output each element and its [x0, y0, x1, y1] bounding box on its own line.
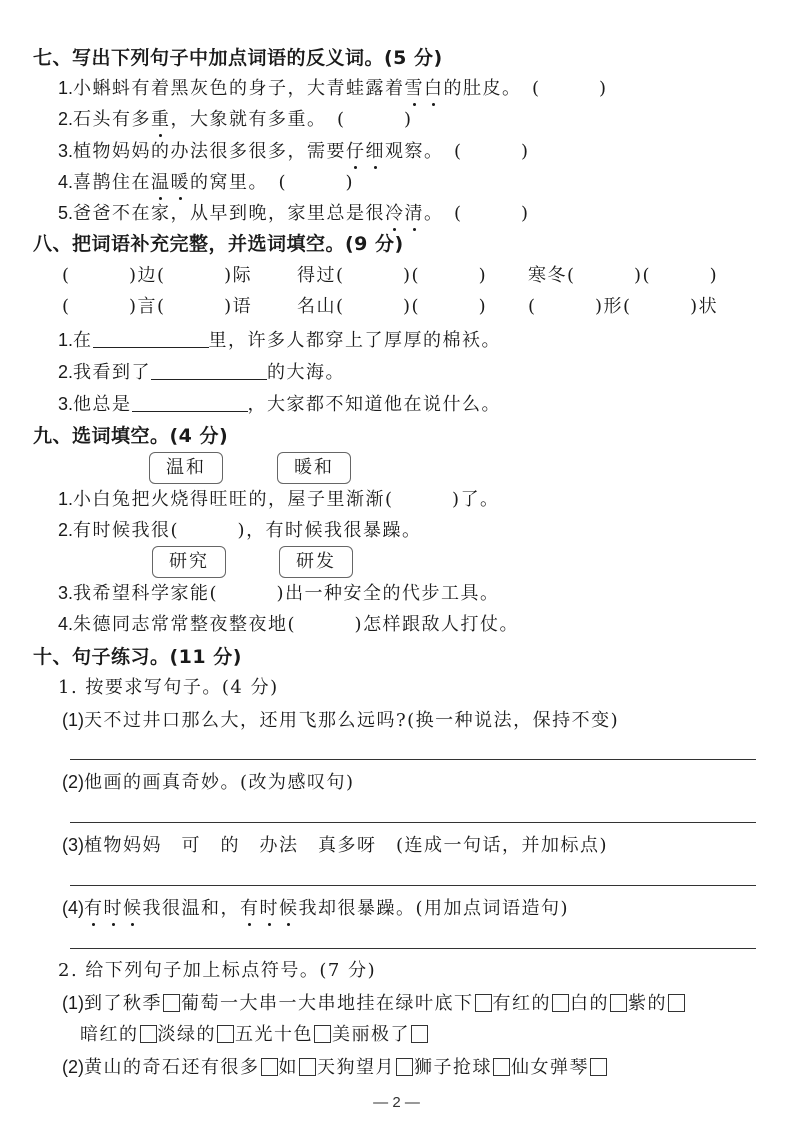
s7-item-1: 1.小蝌蚪有着黑灰色的身子，大青蛙露着雪白的肚皮。 ( )	[58, 78, 608, 99]
answer-paren[interactable]: ( )	[287, 614, 364, 635]
punctuation-box[interactable]	[261, 1058, 278, 1076]
dotted-word	[385, 203, 424, 224]
emphasis-char: 温	[151, 172, 171, 193]
emphasis-char: 雪	[404, 78, 425, 99]
dotted-word	[84, 898, 143, 919]
word-option-yanfa: 研发	[279, 546, 353, 578]
idiom-6[interactable]: ( )形( )状	[528, 296, 719, 317]
s9-item-3: 3.我希望科学家能( )出一种安全的代步工具。	[58, 583, 500, 604]
answer-line-3[interactable]	[70, 885, 756, 886]
answer-paren[interactable]: ( )	[170, 520, 247, 541]
s7-item-3: 3.植物妈妈的办法很多很多，需要仔细观察。 ( )	[58, 141, 530, 162]
s7-item-2: 2.石头有多重，大象就有多重。 ( )	[58, 109, 413, 130]
word-option-wenhe: 温和	[149, 452, 223, 484]
answer-paren[interactable]: ( )	[454, 203, 530, 224]
dotted-word	[405, 78, 444, 99]
s10-part2-title: 2. 给下列句子加上标点符号。(7 分)	[58, 960, 377, 981]
idiom-4[interactable]: ( )言( )语	[62, 296, 253, 317]
answer-line-1[interactable]	[70, 759, 756, 760]
section-10-title: 十、句子练习。(11 分)	[33, 646, 242, 668]
fill-blank[interactable]	[93, 330, 209, 348]
s9-item-2: 2.有时候我很( )，有时候我很暴躁。	[58, 520, 422, 541]
emphasis-char: 候	[123, 898, 143, 919]
emphasis-char: 有	[240, 898, 260, 919]
s10-item-4: (4)有时候我很温和，有时候我却很暴躁。(用加点词语造句)	[62, 898, 570, 919]
section-7-title: 七、写出下列句子中加点词语的反义词。(5 分)	[33, 47, 443, 69]
punctuation-box[interactable]	[590, 1058, 607, 1076]
s10-p2-item-1-line-2: 暗红的 淡绿的 五光十色 美丽极了	[80, 1023, 429, 1047]
answer-paren[interactable]: ( )	[209, 583, 286, 604]
punctuation-box[interactable]	[217, 1025, 234, 1043]
punctuation-box[interactable]	[140, 1025, 157, 1043]
emphasis-char: 有	[84, 898, 104, 919]
s10-item-2: (2)他画的画真奇妙。(改为感叹句)	[62, 772, 355, 793]
s8-fill-3: 3.他总是 ，大家都不知道他在说什么。	[58, 394, 502, 415]
answer-line-4[interactable]	[70, 948, 756, 949]
answer-line-2[interactable]	[70, 822, 756, 823]
s9-item-4: 4.朱德同志常常整夜整夜地( )怎样跟敌人打仗。	[58, 614, 520, 635]
dotted-word	[346, 141, 385, 162]
punctuation-box[interactable]	[299, 1058, 316, 1076]
emphasis-char: 时	[259, 898, 279, 919]
answer-paren[interactable]: ( )	[454, 141, 530, 162]
fill-blank[interactable]	[132, 394, 248, 412]
idiom-2[interactable]: 得过( )( )	[297, 265, 488, 286]
page-number: — 2 —	[373, 1094, 420, 1111]
punctuation-box[interactable]	[396, 1058, 413, 1076]
s10-item-1: (1)天不过井口那么大，还用飞那么远吗?(换一种说法，保持不变)	[62, 710, 620, 731]
s7-item-5: 5.爸爸不在家，从早到晚，家里总是很冷清。 ( )	[58, 203, 530, 224]
section-9-title: 九、选词填空。(4 分)	[33, 425, 229, 447]
s8-fill-1: 1.在 里，许多人都穿上了厚厚的棉袄。	[58, 330, 502, 351]
emphasis-char: 冷	[385, 203, 405, 224]
punctuation-box[interactable]	[475, 994, 492, 1012]
punctuation-box[interactable]	[411, 1025, 428, 1043]
answer-paren[interactable]: ( )	[337, 109, 413, 130]
s10-p2-item-2: (2)黄山的奇石还有很多 如 天狗望月 狮子抢球 仙女弹琴	[62, 1055, 608, 1080]
idiom-1[interactable]: ( )边( )际	[62, 265, 253, 286]
dotted-word	[151, 172, 190, 193]
emphasis-char: 暖	[170, 172, 191, 193]
s10-item-3: (3)植物妈妈 可 的 办法 真多呀 (连成一句话，并加标点)	[62, 835, 609, 856]
s10-part1-title: 1. 按要求写句子。(4 分)	[58, 677, 279, 698]
answer-paren[interactable]: ( )	[532, 78, 608, 99]
emphasis-char: 时	[103, 898, 123, 919]
punctuation-box[interactable]	[668, 994, 685, 1012]
punctuation-box[interactable]	[163, 994, 180, 1012]
emphasis-char: 候	[279, 898, 299, 919]
dotted-word	[151, 109, 171, 130]
dotted-word	[240, 898, 299, 919]
s7-item-4: 4.喜鹊住在温暖的窝里。 ( )	[58, 172, 355, 193]
punctuation-box[interactable]	[493, 1058, 510, 1076]
section-8-title: 八、把词语补充完整，并选词填空。(9 分)	[33, 233, 404, 255]
punctuation-box[interactable]	[610, 994, 627, 1012]
s10-p2-item-1-line-1: (1)到了秋季 葡萄一大串一大串地挂在绿叶底下 有红的 白的 紫的	[62, 991, 686, 1016]
s9-item-1: 1.小白兔把火烧得旺旺的，屋子里渐渐( )了。	[58, 489, 500, 510]
word-option-yanjiu: 研究	[152, 546, 226, 578]
idiom-5[interactable]: 名山( )( )	[297, 296, 488, 317]
s8-fill-2: 2.我看到了 的大海。	[58, 362, 346, 383]
emphasis-char: 白	[424, 78, 444, 99]
idiom-3[interactable]: 寒冬( )( )	[528, 265, 719, 286]
fill-blank[interactable]	[151, 362, 267, 380]
emphasis-char: 仔	[346, 141, 366, 162]
punctuation-box[interactable]	[314, 1025, 331, 1043]
punctuation-box[interactable]	[552, 994, 569, 1012]
emphasis-char: 清	[404, 203, 425, 224]
emphasis-char: 细	[365, 141, 386, 162]
answer-paren[interactable]: ( )	[385, 489, 461, 510]
word-option-nuanhe: 暖和	[277, 452, 351, 484]
answer-paren[interactable]: ( )	[278, 172, 355, 193]
emphasis-char: 重	[151, 109, 171, 130]
